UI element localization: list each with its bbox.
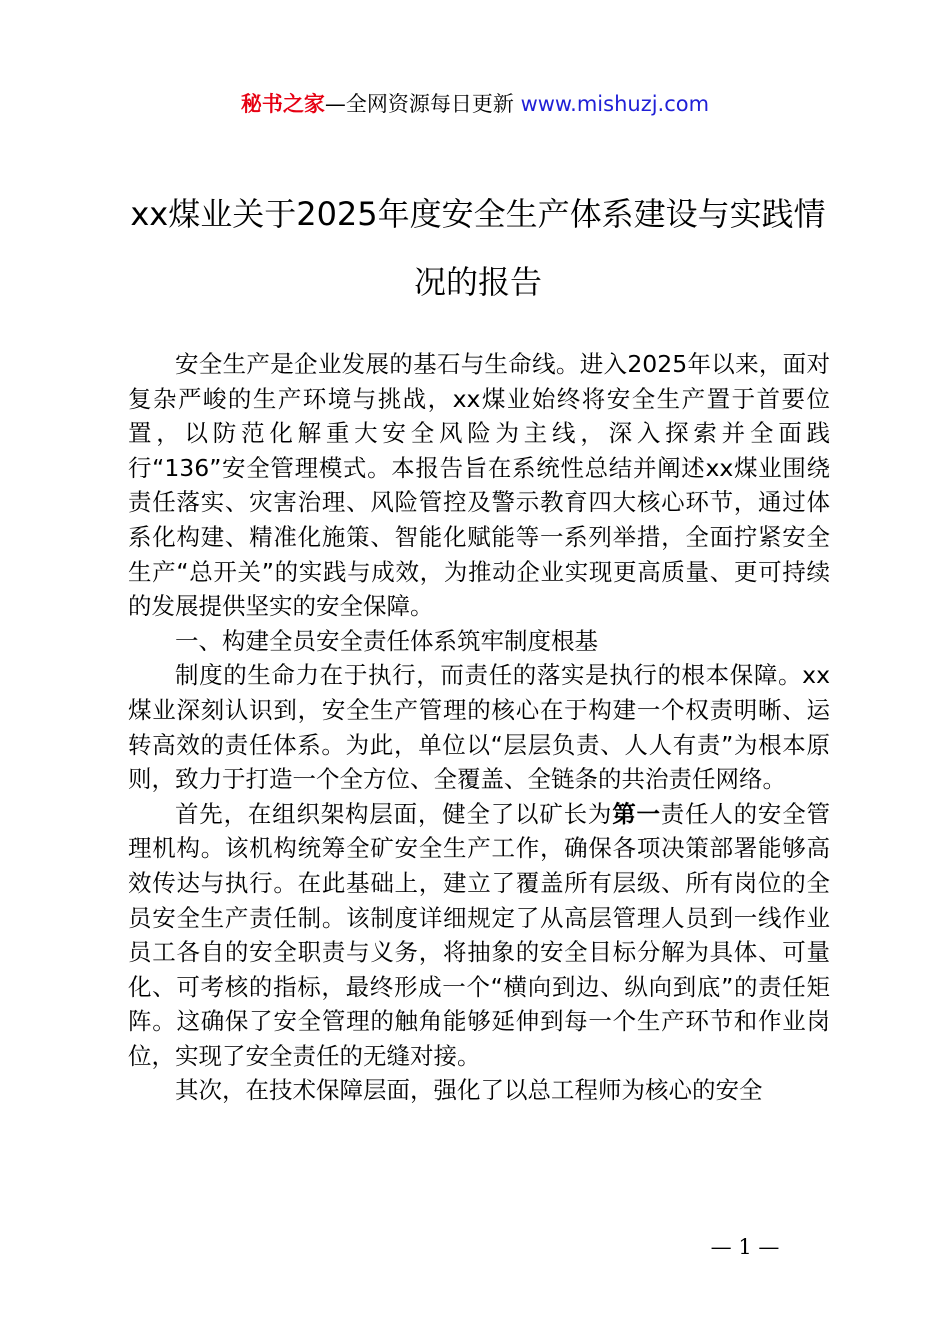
- bold-text-run: 第一: [612, 799, 661, 828]
- text-run: 首先，在组织架构层面，健全了以矿长为: [175, 799, 613, 828]
- document-title: xx煤业关于2025年度安全生产体系建设与实践情况的报告: [130, 195, 826, 301]
- header-tagline: —全网资源每日更新: [324, 92, 521, 116]
- body-paragraph-first: [128, 797, 830, 1074]
- intro-paragraph: 安全生产是企业发展的基石与生命线。进入2025年以来，面对复杂严峻的生产环境与挑战，xx煤业始终将安全生产置于首要位置，以防范化解重大安全风险为主线，深入探索并全面践行“136”安全管理模式。本报告旨在系统性总结并阐述xx煤业围绕责任落实、灾害治理、风险管控及警示教育四大核心环节，通过体系化构建、精准化施策、智能化赋能等一系列举措，全面拧紧安全生产“总开关”的实践与成效，为推动企业实现更高质量、更可持续的发展提供坚实的安全保障。: [128, 350, 830, 621]
- document-body: [128, 347, 830, 1108]
- page-number: — 1 —: [710, 1235, 780, 1259]
- body-paragraph-second: 其次，在技术保障层面，强化了以总工程师为核心的安全: [175, 1076, 763, 1105]
- section-heading: 一、构建全员安全责任体系筑牢制度根基: [175, 626, 598, 655]
- brand-name: 秘书之家: [240, 92, 325, 116]
- text-run: 责任人的安全管理机构。该机构统筹全矿安全生产工作，确保各项决策部署能够高效传达与执行。在此基础上，建立了覆盖所有层级、所有岗位的全员安全生产责任制。该制度详细规定了从高层管理人员到一线作业员工各自的安全职责与义务，将抽象的安全目标分解为具体、可量化、可考核的指标，最终形成一个“横向到边、纵向到底”的责任矩阵。这确保了安全管理的触角能够延伸到每一个生产环节和作业岗位，实现了安全责任的无缝对接。: [128, 799, 831, 1070]
- site-url-link[interactable]: www.mishuzj.com: [520, 92, 710, 116]
- body-paragraph: 制度的生命力在于执行，而责任的落实是执行的根本保障。xx煤业深刻认识到，安全生产管理的核心在于构建一个权责明晰、运转高效的责任体系。为此，单位以“层层负责、人人有责”为根本原则，致力于打造一个全方位、全覆盖、全链条的共治责任网络。: [128, 661, 830, 794]
- site-header: [0, 88, 950, 120]
